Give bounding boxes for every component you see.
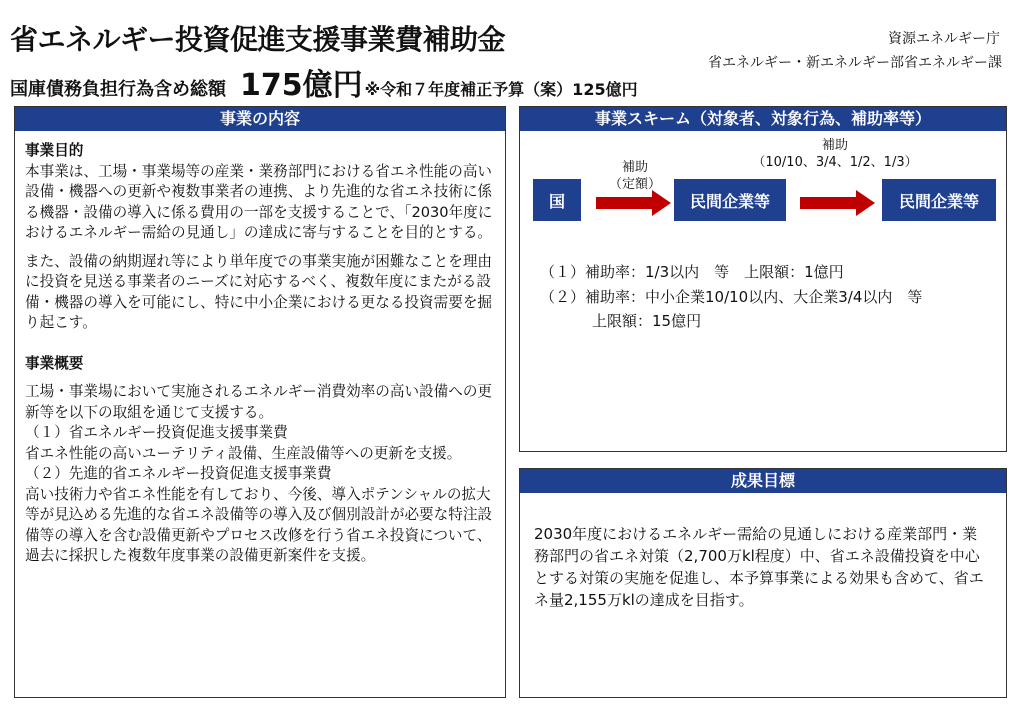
outcome-text: 2030年度におけるエネルギー需給の見通しにおける産業部門・業務部門の省エネ対策（2,700万kl程度）中、省エネ設備投資を中心とする対策の実施を促進し、本予算事業による効果も含めて、省エネ量2,155万klの達成を目指す。 [534, 525, 984, 609]
item1-title: （１）省エネルギー投資促進支援事業費 [25, 424, 288, 441]
division-name: 省エネルギー・新エネルギー部省エネルギー課 [708, 55, 1002, 71]
rate-item-2: （２）補助率：中小企業10/10以内、大企業3/4以内 等 [540, 288, 923, 306]
content-heading: 事業の内容 [15, 107, 505, 131]
content-body [15, 131, 505, 567]
outcome-panel [519, 468, 1007, 698]
arrow-right-icon [596, 189, 672, 217]
rate-item-2-limit: 上限額：15億円 [592, 312, 702, 330]
subsidy-label-1 [600, 159, 670, 193]
overview-title: 事業概要 [25, 354, 84, 372]
item1-description: 省エネ性能の高いユーテリティ設備、生産設備等への更新を支援。 [25, 444, 462, 462]
rate-item-1: （１）補助率：1/3以内 等 上限額：1億円 [540, 263, 844, 281]
subsidy-label-2 [730, 137, 940, 171]
company-box-1: 民間企業等 [674, 179, 786, 221]
subsidy-label-1-line2: （定額） [608, 177, 661, 192]
page-title: 省エネルギー投資促進支援事業費補助金 [10, 23, 506, 56]
arrow-right-icon [800, 189, 876, 217]
scheme-panel [519, 106, 1007, 452]
scheme-heading: 事業スキーム（対象者、対象行為、補助率等） [520, 107, 1006, 131]
outcome-heading: 成果目標 [520, 469, 1006, 493]
overview-paragraph: 工場・事業場において実施されるエネルギー消費効率の高い設備への更新等を以下の取組を通じて支援する。 [25, 383, 493, 421]
country-box: 国 [533, 179, 581, 221]
content-panel [14, 106, 506, 698]
budget-line [10, 60, 638, 104]
item2-description: 高い技術力や省エネ性能を有しており、今後、導入ポテンシャルの拡大等が見込める先進的な省エネ設備等の導入及び個別設計が必要な特注設備等の導入を含む設備更新やプロセス改修を行う省エネ投資について、過去に採択した複数年度事業の設備更新案件を支援。 [25, 485, 493, 564]
subsidy-label-1-line1: 補助 [621, 160, 648, 175]
company-box-2: 民間企業等 [882, 179, 996, 221]
item2-title: （２）先進的省エネルギー投資促進支援事業費 [25, 465, 332, 482]
purpose-paragraph-2: また、設備の納期遅れ等により単年度での事業実施が困難なことを理由に投資を見送る事業者のニーズに対応するべく、複数年度にまたがる設備・機器の導入を可能にし、特に中小企業における更なる投資需要を掘り起こす。 [25, 252, 493, 331]
budget-note: ※令和７年度補正予算（案）125億円 [364, 80, 638, 99]
subsidy-label-2-line2: （10/10、3/4、1/2、1/3） [752, 155, 918, 170]
purpose-title: 事業目的 [25, 142, 84, 159]
budget-amount: 175億円 [240, 68, 363, 103]
purpose-paragraph-1: 本事業は、工場・事業場等の産業・業務部門における省エネ性能の高い設備・機器への更新や複数事業者の連携、より先進的な省エネ技術に係る機器・設備の導入に係る費用の一部を支援することで、「2030年度におけるエネルギー需給の見通し」の達成に寄与することを目的とする。 [25, 162, 493, 241]
budget-label: 国庫債務負担行為含め総額 [10, 79, 226, 100]
agency-name: 資源エネルギー庁 [888, 31, 1000, 47]
subsidy-label-2-line1: 補助 [821, 138, 848, 153]
